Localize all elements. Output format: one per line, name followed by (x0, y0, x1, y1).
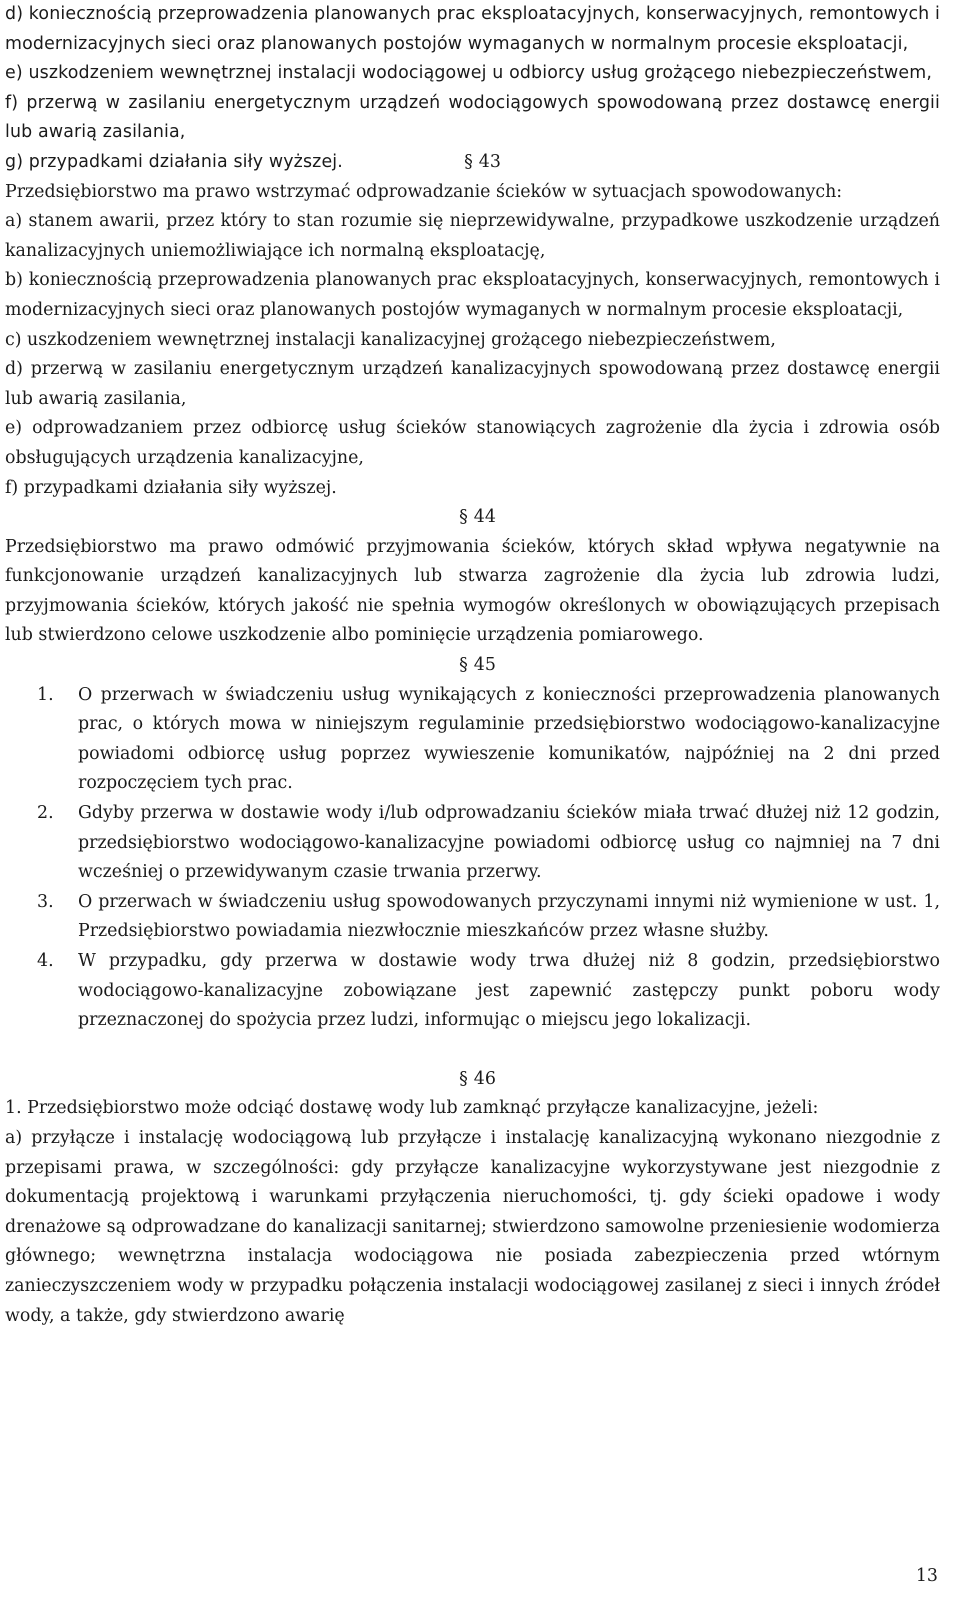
list-item: b) koniecznością przeprowadzenia planowanych prac eksploatacyjnych, konserwacyjnych, remontowych i modernizacyjnych sieci oraz planowanych postojów wymaganych w normalnym procesie eksploatacji, (5, 270, 940, 320)
list-item: d) przerwą w zasilaniu energetycznym urządzeń kanalizacyjnych spowodowaną przez dostawcę energii lub awarią zasilania, (5, 359, 940, 409)
section-heading: § 46 (5, 1065, 940, 1095)
spacer (5, 1036, 940, 1065)
section-body: Przedsiębiorstwo ma prawo odmówić przyjmowania ścieków, których skład wpływa negatywnie na funkcjonowanie urządzeń kanalizacyjnych lub stwarza zagrożenie dla życia lub zdrowia ludzi, przyjmowania ścieków, których jakość nie spełnia wymogów określonych w obowiązujących przepisach lub stwierdzono celowe uszkodzenie albo pominięcie urządzenia pomiarowego. (5, 536, 940, 646)
section-heading: § 44 (5, 503, 940, 533)
list-item: a) stanem awarii, przez który to stan rozumie się nieprzewidywalne, przypadkowe uszkodzenie urządzeń kanalizacyjnych uniemożliwiające ich normalną eksploatację, (5, 211, 940, 261)
section-43 (5, 148, 940, 503)
list-number: 1. (37, 684, 54, 705)
list-number: 2. (37, 803, 54, 824)
section-intro: 1. Przedsiębiorstwo może odciąć dostawę wody lub zamknąć przyłącze kanalizacyjne, jeżeli: (5, 1098, 819, 1119)
list-text: W przypadku, gdy przerwa w dostawie wody trwa dłużej niż 8 godzin, przedsiębiorstwo wodociągowo-kanalizacyjne zobowiązane jest zapewnić zastępczy punkt poboru wody przeznaczonej do spożycia przez ludzi, informując o miejscu jego lokalizacji. (78, 951, 940, 1031)
list-item: a) przyłącze i instalację wodociągową lub przyłącze i instalację kanalizacyjną wykonano niezgodnie z przepisami prawa, w szczególności: gdy przyłącze kanalizacyjne wykorzystywane jest niezgodnie z dokumentacją projektową i warunkami przyłączenia nieruchomości, tj. gdy ścieki opadowe i wody drenażowe są odprowadzane do kanalizacji sanitarnej; stwierdzono samowolne przeniesienie wodomierza głównego; wewnętrzna instalacja wodociągowa nie posiada zabezpieczenia przed wtórnym zanieczyszczeniem wody w przypadku połączenia instalacji wodociągowej zasilanej z sieci i innych źródeł wody, a także, gdy stwierdzono awarię (5, 1127, 940, 1326)
numbered-list (5, 681, 940, 1036)
list-item: d) koniecznością przeprowadzenia planowanych prac eksploatacyjnych, konserwacyjnych, remontowych i modernizacyjnych sieci oraz planowanych postojów wymaganych w normalnym procesie eksploatacji, (5, 4, 941, 54)
section-heading: § 45 (5, 651, 940, 681)
list-number: 4. (37, 951, 54, 971)
document-page (5, 0, 940, 1331)
list-text: Gdyby przerwa w dostawie wody i/lub odprowadzaniu ścieków miała trwać dłużej niż 12 godzin, przedsiębiorstwo wodociągowo-kanalizacyjne powiadomi odbiorcę usług co najmniej na 7 dni wcześniej o przewidywanym czasie trwania przerwy. (78, 803, 940, 883)
list-number: 3. (37, 891, 54, 912)
list-item (5, 888, 940, 947)
list-item: e) odprowadzaniem przez odbiorcę usług ścieków stanowiących zagrożenie dla życia i zdrowia osób obsługujących urządzenia kanalizacyjne, (5, 418, 940, 468)
list-item: f) przypadkami działania siły wyższej. (5, 477, 337, 498)
list-item (5, 799, 940, 888)
section-intro: Przedsiębiorstwo ma prawo wstrzymać odprowadzanie ścieków w sytuacjach spowodowanych: (5, 181, 843, 202)
list-item (5, 681, 940, 799)
list-item: f) przerwą w zasilaniu energetycznym urządzeń wodociągowych spowodowaną przez dostawcę energii lub awarią zasilania, (5, 92, 940, 143)
section-heading: § 43 (5, 148, 940, 178)
list-item (5, 947, 940, 1036)
list-item: c) uszkodzeniem wewnętrznej instalacji kanalizacyjnej grożącego niebezpieczeństwem, (5, 329, 776, 350)
list-item: e) uszkodzeniem wewnętrznej instalacji wodociągowej u odbiorcy usług grożącego niebezpieczeństwem, (5, 63, 933, 84)
list-item: g) przypadkami działania siły wyższej. (5, 151, 343, 172)
list-text: O przerwach w świadczeniu usług spowodowanych przyczynami innymi niż wymienione w ust. 1, Przedsiębiorstwo powiadamia niezwłocznie mieszkańców przez własne służby. (78, 891, 940, 942)
section-45 (5, 651, 940, 1036)
section-46 (5, 1065, 940, 1331)
page-number: 13 (915, 1566, 938, 1586)
section-44 (5, 503, 940, 651)
list-text: O przerwach w świadczeniu usług wynikających z konieczności przeprowadzenia planowanych prac, o których mowa w niniejszym regulaminie przedsiębiorstwo wodociągowo-kanalizacyjne powiadomi odbiorcę usług poprzez wywieszenie komunikatów, najpóźniej na 2 dni przed rozpoczęciem tych prac. (78, 684, 940, 794)
